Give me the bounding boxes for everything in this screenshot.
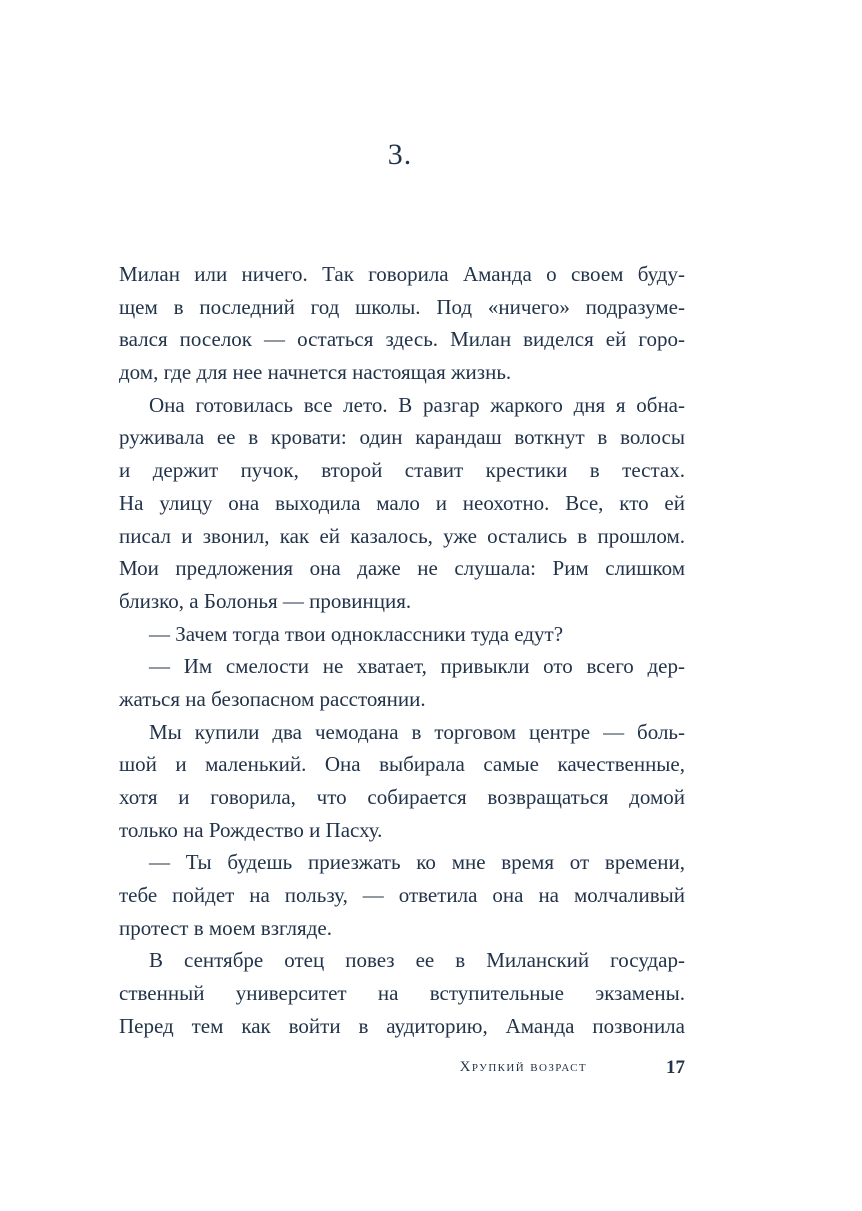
text-line: Милан или ничего. Так говорила Аманда о своем буду- (119, 262, 685, 286)
text-line: хотя и говорила, что собирается возвращаться домой (119, 785, 685, 809)
page-number: 17 (666, 1057, 685, 1078)
chapter-number: 3. (387, 138, 413, 171)
text-line: протест в моем взгляде. (119, 915, 332, 940)
text-line: только на Рождество и Пасху. (119, 817, 383, 842)
text-line: и держит пучок, второй ставит крестики в тестах. (119, 458, 685, 483)
text-line: Мои предложения она даже не слушала: Рим слишком (119, 556, 685, 581)
page-footer (119, 1057, 685, 1085)
text-line: шой и маленький. Она выбирала самые качественные, (119, 752, 685, 777)
text-line: — Им смелости не хватает, привыкли ото всего дер- (149, 654, 685, 679)
text-line: Она готовилась все лето. В разгар жаркого дня я обна- (149, 392, 685, 417)
text-line: вался поселок — остаться здесь. Милан виделся ей горо- (119, 327, 685, 352)
running-title: Хрупкий возраст (459, 1059, 587, 1075)
text-line: Мы купили два чемодана в торговом центре — боль- (149, 719, 685, 744)
text-line: близко, а Болонья — провинция. (119, 588, 412, 613)
text-line: — Ты будешь приезжать ко мне время от времени, (149, 850, 685, 875)
text-line: ственный университет на вступительные экзамены. (119, 981, 685, 1006)
text-line: На улицу она выходила мало и неохотно. Все, кто ей (119, 490, 685, 515)
text-line: — Зачем тогда твои одноклассники туда едут? (149, 621, 564, 646)
body-text (119, 258, 685, 1043)
text-line: В сентябре отец повез ее в Миланский государ- (149, 948, 685, 973)
text-line: Перед тем как войти в аудиторию, Аманда позвонила (119, 1013, 685, 1038)
text-line: дом, где для нее начнется настоящая жизнь. (119, 360, 512, 385)
text-line: писал и звонил, как ей казалось, уже остались в прошлом. (119, 523, 685, 548)
text-line: жаться на безопасном расстоянии. (119, 686, 426, 711)
text-line: тебе пойдет на пользу, — ответила она на молчаливый (119, 883, 685, 908)
text-line: щем в последний год школы. Под «ничего» подразуме- (119, 294, 685, 319)
text-line: руживала ее в кровати: один карандаш воткнут в волосы (119, 425, 685, 450)
